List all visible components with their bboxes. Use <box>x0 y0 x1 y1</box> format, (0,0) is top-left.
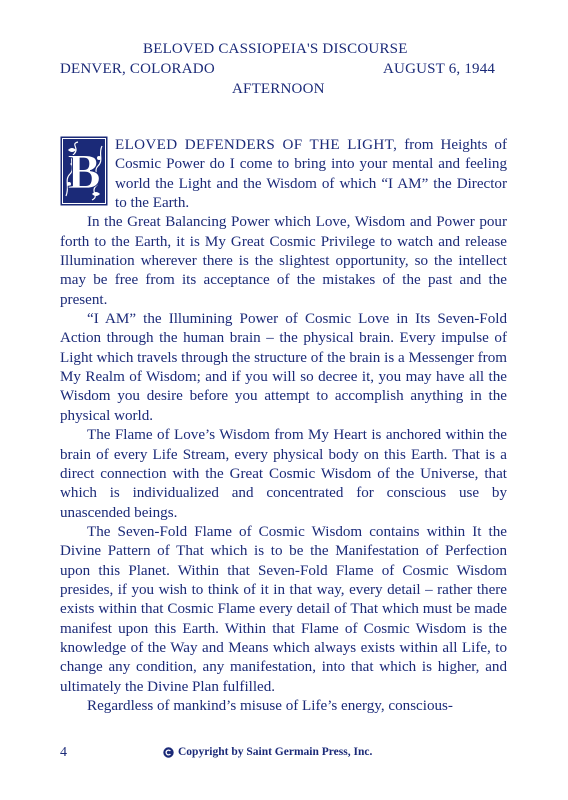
ornamental-dropcap <box>60 136 108 210</box>
page-number: 4 <box>60 745 67 760</box>
discourse-date: AUGUST 6, 1944 <box>383 61 496 77</box>
paragraph <box>60 136 507 213</box>
copyright-line <box>163 746 372 758</box>
copyright-icon <box>163 747 174 758</box>
discourse-place: DENVER, COLORADO <box>60 61 215 77</box>
paragraph: “I AM” the Illumining Power of Cosmic Love in Its Seven-Fold Action through the human brain – the physical brain. Every impulse of Light which travels through the structure of the brain is a Messenger from My Realm of Wisdom; and if you will so decree it, you may have all the Wisdom you desire before you attempt to accomplish anything in the physical world. <box>60 311 507 424</box>
discourse-body <box>60 136 507 716</box>
paragraph: In the Great Balancing Power which Love, Wisdom and Power pour forth to the Earth, it is My Great Cosmic Privilege to watch and release Illumination wherever there is the slightest opportunity, so the intellect may be free from its acceptance of the mistakes of the past and the present. <box>60 214 507 308</box>
discourse-time: AFTERNOON <box>232 81 325 97</box>
dropcap-letter: B <box>67 143 101 199</box>
paragraph-text: from Heights of Cosmic Power do I come to bring into your mental and feeling world the Light and the Wisdom of which “I AM” the Director to the Earth. <box>115 137 507 212</box>
discourse-title: BELOVED CASSIOPEIA'S DISCOURSE <box>143 41 408 57</box>
copyright-text: Copyright by Saint Germain Press, Inc. <box>178 746 373 758</box>
paragraph: Regardless of mankind’s misuse of Life’s energy, conscious- <box>87 697 453 714</box>
paragraph-lead: ELOVED DEFENDERS OF THE LIGHT, <box>115 137 398 153</box>
paragraph: The Flame of Love’s Wisdom from My Heart is anchored within the brain of every Life Stream, every physical body on this Earth. That is a direct connection with the Great Cosmic Wisdom of the Universe, that which is individualized and concentrated for conscious use by unascended beings. <box>60 427 507 521</box>
paragraph: The Seven-Fold Flame of Cosmic Wisdom contains within It the Divine Pattern of That which is to be the Manifestation of Perfection upon this Planet. Within that Seven-Fold Flame of Cosmic Wisdom presides, if you wish to think of it in that way, every detail – rather there exists within that Cosmic Flame every detail of That which must be made manifest upon this Earth. Within that Flame of Cosmic Wisdom is the knowledge of the Way and Means which always exists within all Life, to change any condition, any manifestation, into that which is higher, and ultimately the Divine Plan fulfilled. <box>60 523 507 695</box>
